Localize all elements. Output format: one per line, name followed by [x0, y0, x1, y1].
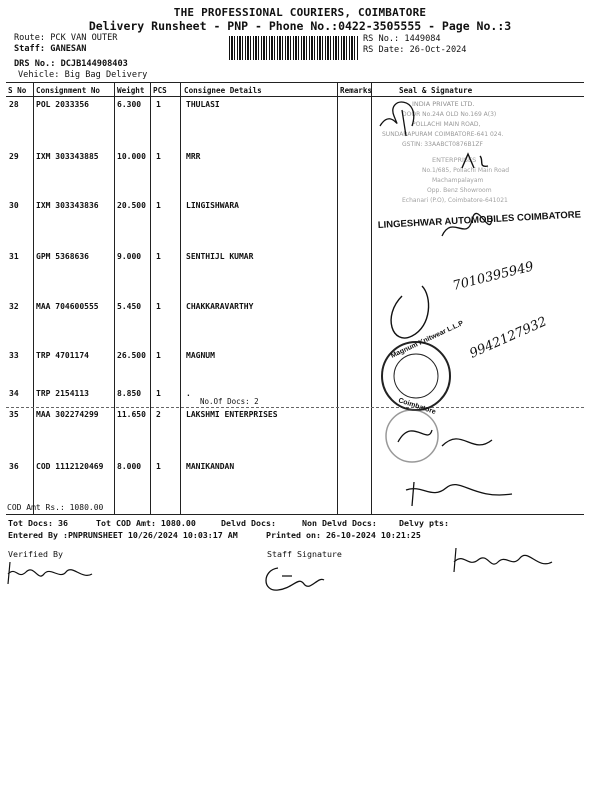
row-consignment: MAA 302274299 — [36, 410, 99, 419]
staff-signature-label: Staff Signature — [267, 549, 342, 559]
row-consignee: LAKSHMI ENTERPRISES — [186, 410, 278, 419]
row-consignment: TRP 2154113 — [36, 389, 89, 398]
row-consignee: LINGISHWARA — [186, 201, 239, 210]
row-consignment: TRP 4701174 — [36, 351, 89, 360]
row-pcs: 1 — [156, 100, 161, 109]
non-delivered-docs: Non Delvd Docs: — [302, 518, 377, 528]
col-header-sno: S No — [8, 86, 27, 95]
svg-text:GSTIN: 33AABCT0876B1ZF: GSTIN: 33AABCT0876B1ZF — [402, 141, 483, 148]
svg-text:Coimbatore: Coimbatore — [397, 397, 437, 416]
col-divider — [180, 82, 181, 514]
drs-number: DRS No.: DCJB144908403 — [14, 59, 128, 69]
row-consignee: SENTHIJL KUMAR — [186, 252, 254, 261]
row-consignee: THULASI — [186, 100, 220, 109]
row-consignment: IXM 303343885 — [36, 152, 99, 161]
row-sno: 29 — [9, 152, 19, 161]
phone-handwritten-1: 7010395949 — [451, 259, 536, 294]
row-weight: 26.500 — [117, 351, 146, 360]
table-top-rule — [6, 82, 584, 83]
row-sno: 31 — [9, 252, 19, 261]
signature-35 — [398, 430, 492, 446]
svg-text:Machampalayam: Machampalayam — [432, 177, 484, 184]
col-header-seal: Seal & Signature — [399, 86, 473, 95]
magnum-round-stamp — [382, 320, 465, 416]
table-bottom-rule — [6, 514, 584, 515]
row-weight: 10.000 — [117, 152, 146, 161]
row-sno: 30 — [9, 201, 19, 210]
row-weight: 11.650 — [117, 410, 146, 419]
cod-amount: COD Amt Rs.: 1080.00 — [7, 503, 104, 512]
col-divider — [150, 82, 151, 514]
row-pcs: 1 — [156, 201, 161, 210]
col-header-remarks: Remarks — [340, 86, 373, 95]
row-sno: 28 — [9, 100, 19, 109]
col-header-consignment: Consignment No — [36, 86, 101, 95]
svg-text:ENTERPRISES: ENTERPRISES — [432, 156, 477, 164]
company-title: THE PROFESSIONAL COURIERS, COIMBATORE — [173, 6, 427, 19]
row-sno: 33 — [9, 351, 19, 360]
row-consignment: POL 2033356 — [36, 100, 89, 109]
signature-32 — [391, 286, 428, 338]
signature-30 — [442, 213, 492, 236]
col-header-weight: Weight — [117, 86, 145, 95]
row-weight: 8.850 — [117, 389, 142, 398]
row-consignee: MRR — [186, 152, 201, 161]
stamps-svg — [372, 96, 584, 514]
row-pcs: 1 — [156, 462, 161, 471]
vehicle: Vehicle: Big Bag Delivery — [18, 70, 148, 80]
svg-text:SUNDARAPURAM COIMBATORE-641 02: SUNDARAPURAM COIMBATORE-641 024. — [382, 131, 504, 138]
runsheet-title: Delivery Runsheet - PNP - Phone No.:0422-3505555 - Page No.:3 — [88, 19, 512, 33]
printed-on: Printed on: 26-10-2024 10:21:25 — [266, 530, 421, 540]
row-pcs: 1 — [156, 351, 161, 360]
col-divider — [371, 82, 372, 514]
row-pcs: 2 — [156, 410, 161, 419]
seal-signature-area — [372, 96, 584, 514]
row-consignee: . — [186, 389, 191, 398]
row-consignee: MAGNUM — [186, 351, 215, 360]
row-pcs: 1 — [156, 152, 161, 161]
signature-29 — [462, 154, 488, 168]
row-pcs: 1 — [156, 252, 161, 261]
row-sno: 32 — [9, 302, 19, 311]
row-weight: 9.000 — [117, 252, 142, 261]
row-consignee: MANIKANDAN — [186, 462, 235, 471]
row-weight: 6.300 — [117, 100, 142, 109]
row-consignee: CHAKKARAVARTHY — [186, 302, 254, 311]
row-weight: 5.450 — [117, 302, 142, 311]
staff: Staff: GANESAN — [14, 44, 87, 54]
col-divider — [337, 82, 338, 514]
svg-text:No.1/685, Pollachi Main Road: No.1/685, Pollachi Main Road — [422, 167, 510, 174]
stamp-30-text: LINGESHWAR AUTOMOBILES COIMBATORE — [377, 209, 582, 231]
svg-text:Magnum Knitwear L.L.P: Magnum Knitwear L.L.P — [389, 319, 465, 360]
delivered-docs: Delvd Docs: — [221, 518, 276, 528]
barcode — [229, 36, 359, 60]
row-sno: 36 — [9, 462, 19, 471]
row-doc-count: No.Of Docs: 2 — [200, 397, 259, 406]
col-divider — [33, 82, 34, 514]
col-divider — [114, 82, 115, 514]
row-divider — [6, 407, 584, 408]
stamp-28-line: INDIA PRIVATE LTD. — [412, 100, 475, 108]
route: Route: PCK VAN OUTER — [14, 33, 118, 43]
row-sno: 35 — [9, 410, 19, 419]
svg-text:Opp. Benz Showroom: Opp. Benz Showroom — [427, 187, 492, 194]
total-cod-amount: Tot COD Amt: 1080.00 — [96, 518, 196, 528]
row-pcs: 1 — [156, 389, 161, 398]
row-weight: 8.000 — [117, 462, 142, 471]
company-stamp-29 — [402, 156, 509, 204]
total-docs: Tot Docs: 36 — [8, 518, 68, 528]
col-header-consignee: Consignee Details — [184, 86, 262, 95]
verified-by-label: Verified By — [8, 549, 63, 559]
svg-text:Echanari (P.O), Coimbatore-641: Echanari (P.O), Coimbatore-641021 — [402, 197, 508, 204]
signature-28 — [380, 102, 414, 136]
row-consignment: MAA 704600555 — [36, 302, 99, 311]
stamp-35 — [386, 410, 438, 462]
rs-number: RS No.: 1449084 — [363, 34, 441, 44]
svg-text:DOOR No.24A OLD No.169 A(3): DOOR No.24A OLD No.169 A(3) — [402, 111, 497, 118]
row-pcs: 1 — [156, 302, 161, 311]
svg-text:POLLACHI MAIN ROAD,: POLLACHI MAIN ROAD, — [412, 121, 481, 128]
table-header-rule — [6, 96, 584, 97]
delivery-points: Delvy pts: — [399, 518, 449, 528]
row-weight: 20.500 — [117, 201, 146, 210]
staff-signature — [258, 556, 328, 596]
signature-36 — [406, 482, 512, 506]
row-consignment: GPM 5368636 — [36, 252, 89, 261]
verified-signature — [4, 552, 100, 588]
row-sno: 34 — [9, 389, 19, 398]
row-consignment: IXM 303343836 — [36, 201, 99, 210]
authorized-signature — [448, 540, 558, 580]
phone-handwritten-2: 9942127932 — [467, 314, 550, 362]
entered-by: Entered By :PNPRUNSHEET 10/26/2024 10:03:17 AM — [8, 530, 238, 540]
company-stamp-28 — [382, 100, 503, 148]
rs-date: RS Date: 26-Oct-2024 — [363, 45, 467, 55]
row-consignment: COD 1112120469 — [36, 462, 104, 471]
col-header-pcs: PCS — [153, 86, 167, 95]
